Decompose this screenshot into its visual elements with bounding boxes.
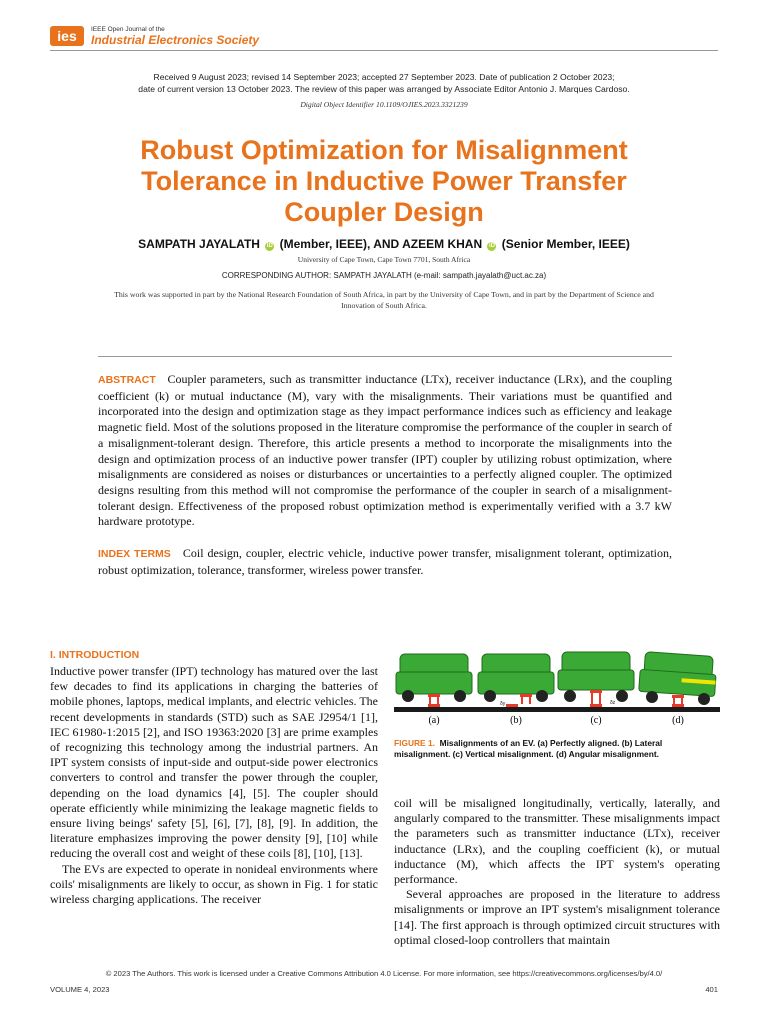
index-terms xyxy=(98,546,672,578)
panel-b xyxy=(478,654,554,707)
authors xyxy=(0,237,768,251)
paper-title xyxy=(0,135,768,228)
panel-label: (d) xyxy=(672,715,684,726)
received-dates-line1: Received 9 August 2023; revised 14 September 2023; accepted 27 September 2023. Date of publication 2 October 2023; xyxy=(153,72,615,82)
intro-paragraph-2: The EVs are expected to operate in nonideal environments where coils' misalignments are likely to occur, as shown in Fig. 1 for static wireless charging applications. The receiver xyxy=(50,861,378,907)
author-1-name: SAMPATH JAYALATH xyxy=(138,237,260,251)
doi[interactable]: Digital Object Identifier 10.1109/OJIES.2023.3321239 xyxy=(300,100,468,109)
journal-label: IEEE Open Journal of the xyxy=(91,26,165,33)
figure-caption-label: FIGURE 1. xyxy=(394,738,435,748)
panel-c xyxy=(558,652,634,707)
license-notice: © 2023 The Authors. This work is licensed under a Creative Commons Attribution 4.0 License. For more information, see https://creativecommons.org/licenses/by/4.0/ xyxy=(105,969,663,978)
panel-label: (a) xyxy=(428,715,440,726)
intro-paragraph-4: Several approaches are proposed in the literature to address misalignments or improve an IPT system's misalignment tolerance [14]. The first approach is through optimized circuit structures with optimal closed-loop controllers that maintain xyxy=(394,887,720,947)
header-divider xyxy=(50,50,718,51)
page-number: 401 xyxy=(705,985,718,994)
figure-1 xyxy=(394,650,720,730)
left-column xyxy=(50,664,378,907)
svg-text:δy: δy xyxy=(500,701,506,707)
svg-text:δz: δz xyxy=(610,700,616,706)
panel-label: (c) xyxy=(590,715,602,726)
panel-d xyxy=(639,651,718,707)
svg-text:ies: ies xyxy=(57,28,77,44)
corresponding-author: CORRESPONDING AUTHOR: SAMPATH JAYALATH (e-mail: sampath.jayalath@uct.ac.za) xyxy=(221,271,547,280)
index-terms-text: Coil design, coupler, electric vehicle, inductive power transfer, misalignment tolerant, optimization, robust optimization, tolerance, transformer, wireless power transfer. xyxy=(98,546,672,577)
intro-paragraph-3: coil will be misaligned longitudinally, vertically, laterally, and angularly compared to the transmitter. These misalignments impact the parameters such as transmitter inductance (LTx), receiver inductance (LRx), and the coupling coefficient (k), or mutual inductance (M), which affects the IPT system's operating performance. xyxy=(394,796,720,887)
figure-caption xyxy=(394,738,720,760)
title-line-2: Tolerance in Inductive Power Transfer xyxy=(141,166,627,196)
abstract-divider xyxy=(98,356,672,357)
figure-caption-text: Misalignments of an EV. (a) Perfectly aligned. (b) Lateral misalignment. (c) Vertical misalignment. (d) Angular misalignment. xyxy=(394,738,663,759)
ev-misalignment-figure xyxy=(394,650,720,730)
abstract-text: Coupler parameters, such as transmitter inductance (LTx), receiver inductance (LRx), and the coupling coefficient (k) or mutual inductance (M), vary with the misalignments. Their variations must be quantified and incorporated into the design and optimization stage as they impact performance indices such as efficiency and leakage magnetic field. Most of the solutions proposed in the literature compromise the performance of the coupler in search of a misalignment-tolerant design. Therefore, this article presents a method to incorporate the misalignments into the design and optimization process of an inductive power transfer (IPT) coupler by utilizing robust optimization, where misalignments are considered as noises or disturbances or uncertainties to a perfectly aligned coupler. The optimized designs resulting from this method will not compromise the performance of the coupler in search of a misalignment-tolerant design. Effectiveness of the proposed robust optimization method is experimentally verified with a 3.7 kW hardware prototype. xyxy=(98,372,672,529)
ground-strip xyxy=(394,707,720,712)
author-1-role: (Member, IEEE), AND AZEEM KHAN xyxy=(279,237,483,251)
title-line-3: Coupler Design xyxy=(284,197,484,227)
received-dates-line2: date of current version 13 October 2023. The review of this paper was arranged by Associate Editor Antonio J. Marques Cardoso. xyxy=(138,84,630,94)
panel-a xyxy=(396,654,472,707)
index-terms-label: INDEX TERMS xyxy=(98,548,171,560)
author-2-role: (Senior Member, IEEE) xyxy=(501,237,630,251)
orcid-icon[interactable]: iD xyxy=(488,243,495,249)
funding-statement: This work was supported in part by the National Research Foundation of South Africa, in part by the University of Cape Town, and in part by the Department of Science and Innovation of South Africa. xyxy=(114,290,654,310)
panel-label: (b) xyxy=(510,715,522,726)
section-heading: I. INTRODUCTION xyxy=(50,649,140,661)
intro-paragraph-1: Inductive power transfer (IPT) technology has matured over the last few decades to find its applications in charging the batteries of mobile phones, laptops, medical implants, and electric vehicles. The recent developments in standards (STD) such as SAE J2954/1 [1], IEC 61980-1:2015 [2], and ISO 19363:2020 [3] are prime examples of recognizing this technology among the industrial partners. An IPT system consists of input-side and output-side power electronics converters to control and transfer the power through the coupler, depending on the load dynamics [4], [5]. The coupler should operate efficiently while minimizing the leakage magnetic fields to ensure living beings' safety [5], [6], [7], [8], [9]. In addition, the literature emphasizes improving the power density [9], [10] while reducing the overall cost and weight of these coils [8], [10], [13]. xyxy=(50,664,378,861)
ies-logo xyxy=(50,26,84,46)
abstract xyxy=(98,372,672,530)
affiliation: University of Cape Town, Cape Town 7701, South Africa xyxy=(297,255,471,264)
abstract-label: ABSTRACT xyxy=(98,374,156,386)
orcid-icon[interactable]: iD xyxy=(266,243,273,249)
journal-name: Industrial Electronics Society xyxy=(91,33,260,47)
right-column xyxy=(394,796,720,948)
volume-label: VOLUME 4, 2023 xyxy=(50,985,110,994)
title-line-1: Robust Optimization for Misalignment xyxy=(140,135,628,165)
